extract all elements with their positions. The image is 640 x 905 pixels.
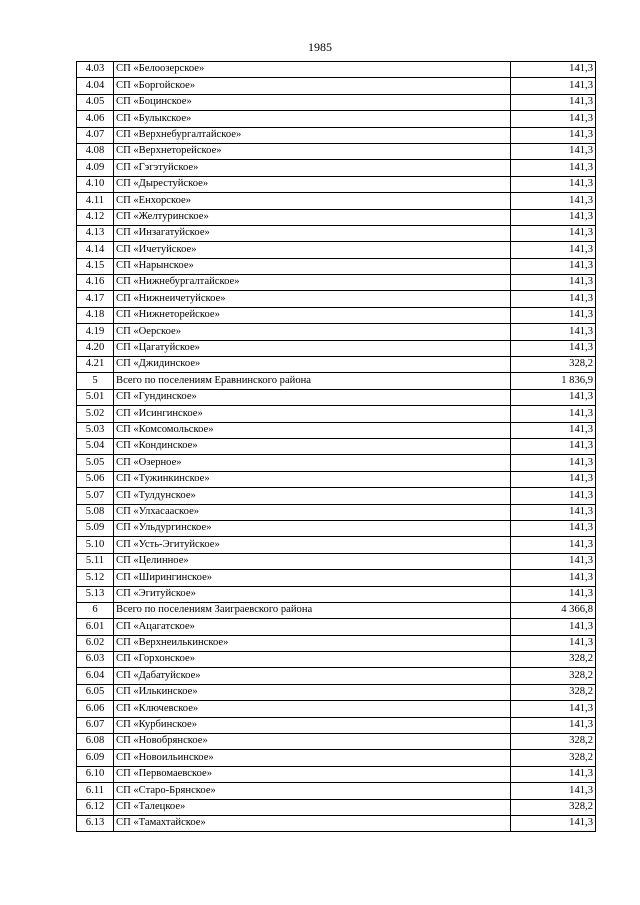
table-row bbox=[77, 422, 596, 438]
settlement-name-cell: СП «Новобрянское» bbox=[114, 734, 511, 750]
table-row bbox=[77, 127, 596, 143]
row-number-cell: 6.12 bbox=[77, 799, 114, 815]
row-number-cell: 5.01 bbox=[77, 389, 114, 405]
row-number-cell: 5.11 bbox=[77, 553, 114, 569]
amount-cell: 141,3 bbox=[511, 783, 596, 799]
row-number-cell: 6 bbox=[77, 602, 114, 618]
row-number-cell: 5 bbox=[77, 373, 114, 389]
amount-cell: 141,3 bbox=[511, 406, 596, 422]
row-number-cell: 6.07 bbox=[77, 717, 114, 733]
settlement-name-cell: СП «Ширингинское» bbox=[114, 570, 511, 586]
settlement-name-cell: СП «Нижнебургалтайское» bbox=[114, 275, 511, 291]
table-row bbox=[77, 668, 596, 684]
amount-cell: 141,3 bbox=[511, 143, 596, 159]
row-number-cell: 4.20 bbox=[77, 340, 114, 356]
table-row bbox=[77, 734, 596, 750]
settlement-name-cell: Всего по поселениям Заиграевского района bbox=[114, 602, 511, 618]
row-number-cell: 5.03 bbox=[77, 422, 114, 438]
amount-cell: 141,3 bbox=[511, 766, 596, 782]
settlement-name-cell: СП «Желтуринское» bbox=[114, 209, 511, 225]
row-number-cell: 5.12 bbox=[77, 570, 114, 586]
settlement-name-cell: СП «Боцинское» bbox=[114, 94, 511, 110]
row-number-cell: 6.05 bbox=[77, 684, 114, 700]
amount-cell: 328,2 bbox=[511, 799, 596, 815]
table-row bbox=[77, 324, 596, 340]
row-number-cell: 4.12 bbox=[77, 209, 114, 225]
table-row bbox=[77, 357, 596, 373]
settlement-name-cell: СП «Дырестуйское» bbox=[114, 176, 511, 192]
amount-cell: 141,3 bbox=[511, 275, 596, 291]
row-number-cell: 4.07 bbox=[77, 127, 114, 143]
settlement-name-cell: СП «Улхасаaское» bbox=[114, 504, 511, 520]
settlement-name-cell: СП «Енхорское» bbox=[114, 193, 511, 209]
amount-cell: 328,2 bbox=[511, 357, 596, 373]
table-row bbox=[77, 537, 596, 553]
settlement-name-cell: СП «Озерное» bbox=[114, 455, 511, 471]
table-row bbox=[77, 602, 596, 618]
amount-cell: 141,3 bbox=[511, 127, 596, 143]
amount-cell: 141,3 bbox=[511, 619, 596, 635]
row-number-cell: 4.11 bbox=[77, 193, 114, 209]
amount-cell: 328,2 bbox=[511, 750, 596, 766]
table-row bbox=[77, 406, 596, 422]
settlement-name-cell: СП «Дабатуйское» bbox=[114, 668, 511, 684]
row-number-cell: 6.04 bbox=[77, 668, 114, 684]
table-row bbox=[77, 815, 596, 831]
amount-cell: 141,3 bbox=[511, 504, 596, 520]
settlement-name-cell: СП «Цагатуйское» bbox=[114, 340, 511, 356]
row-number-cell: 4.14 bbox=[77, 242, 114, 258]
table-row bbox=[77, 520, 596, 536]
amount-cell: 141,3 bbox=[511, 62, 596, 78]
row-number-cell: 4.19 bbox=[77, 324, 114, 340]
amount-cell: 141,3 bbox=[511, 209, 596, 225]
row-number-cell: 4.09 bbox=[77, 160, 114, 176]
settlement-name-cell: СП «Гэгэтуйское» bbox=[114, 160, 511, 176]
amount-cell: 328,2 bbox=[511, 684, 596, 700]
table-row bbox=[77, 652, 596, 668]
row-number-cell: 6.06 bbox=[77, 701, 114, 717]
page-number: 1985 bbox=[308, 40, 332, 54]
settlement-name-cell: СП «Ульдургинское» bbox=[114, 520, 511, 536]
row-number-cell: 5.07 bbox=[77, 488, 114, 504]
amount-cell: 141,3 bbox=[511, 389, 596, 405]
row-number-cell: 5.05 bbox=[77, 455, 114, 471]
settlement-name-cell: СП «Тамахтайское» bbox=[114, 815, 511, 831]
table-row bbox=[77, 766, 596, 782]
table-row bbox=[77, 750, 596, 766]
table-row bbox=[77, 94, 596, 110]
table-row bbox=[77, 258, 596, 274]
settlement-name-cell: СП «Нарынское» bbox=[114, 258, 511, 274]
row-number-cell: 6.08 bbox=[77, 734, 114, 750]
amount-cell: 1 836,9 bbox=[511, 373, 596, 389]
table-row bbox=[77, 78, 596, 94]
amount-cell: 141,3 bbox=[511, 340, 596, 356]
settlement-name-cell: СП «Оерское» bbox=[114, 324, 511, 340]
row-number-cell: 4.17 bbox=[77, 291, 114, 307]
table-row bbox=[77, 570, 596, 586]
table-row bbox=[77, 340, 596, 356]
amount-cell: 141,3 bbox=[511, 488, 596, 504]
settlement-name-cell: СП «Тужинкинское» bbox=[114, 471, 511, 487]
settlement-name-cell: СП «Верхнеторейское» bbox=[114, 143, 511, 159]
table-row bbox=[77, 783, 596, 799]
row-number-cell: 6.02 bbox=[77, 635, 114, 651]
table-row bbox=[77, 488, 596, 504]
amount-cell: 141,3 bbox=[511, 717, 596, 733]
table-row bbox=[77, 635, 596, 651]
settlement-name-cell: СП «Целинное» bbox=[114, 553, 511, 569]
amount-cell: 141,3 bbox=[511, 258, 596, 274]
settlement-name-cell: СП «Нижнеичетуйское» bbox=[114, 291, 511, 307]
row-number-cell: 5.10 bbox=[77, 537, 114, 553]
amount-cell: 141,3 bbox=[511, 324, 596, 340]
row-number-cell: 4.18 bbox=[77, 307, 114, 323]
table-row bbox=[77, 389, 596, 405]
table-body bbox=[77, 62, 596, 832]
table-row bbox=[77, 438, 596, 454]
table-row bbox=[77, 225, 596, 241]
amount-cell: 141,3 bbox=[511, 701, 596, 717]
settlement-name-cell: СП «Инзагатуйское» bbox=[114, 225, 511, 241]
row-number-cell: 6.13 bbox=[77, 815, 114, 831]
row-number-cell: 5.09 bbox=[77, 520, 114, 536]
amount-cell: 141,3 bbox=[511, 422, 596, 438]
amount-cell: 328,2 bbox=[511, 734, 596, 750]
amount-cell: 141,3 bbox=[511, 586, 596, 602]
row-number-cell: 5.02 bbox=[77, 406, 114, 422]
row-number-cell: 6.11 bbox=[77, 783, 114, 799]
settlement-name-cell: СП «Верхнеилькинское» bbox=[114, 635, 511, 651]
row-number-cell: 6.03 bbox=[77, 652, 114, 668]
settlement-name-cell: СП «Нижнеторейское» bbox=[114, 307, 511, 323]
table-row bbox=[77, 471, 596, 487]
row-number-cell: 4.10 bbox=[77, 176, 114, 192]
amount-cell: 141,3 bbox=[511, 570, 596, 586]
amount-cell: 141,3 bbox=[511, 94, 596, 110]
settlement-name-cell: СП «Ичетуйское» bbox=[114, 242, 511, 258]
row-number-cell: 6.01 bbox=[77, 619, 114, 635]
settlement-name-cell: СП «Горхонское» bbox=[114, 652, 511, 668]
row-number-cell: 6.10 bbox=[77, 766, 114, 782]
settlement-name-cell: СП «Усть-Эгитуйское» bbox=[114, 537, 511, 553]
settlement-name-cell: СП «Ключевское» bbox=[114, 701, 511, 717]
amount-cell: 141,3 bbox=[511, 176, 596, 192]
settlement-name-cell: СП «Гундинское» bbox=[114, 389, 511, 405]
row-number-cell: 5.06 bbox=[77, 471, 114, 487]
settlement-name-cell: СП «Новоильинское» bbox=[114, 750, 511, 766]
table-row bbox=[77, 619, 596, 635]
amount-cell: 141,3 bbox=[511, 815, 596, 831]
settlement-name-cell: СП «Джидинское» bbox=[114, 357, 511, 373]
table-row bbox=[77, 684, 596, 700]
table-row bbox=[77, 62, 596, 78]
settlement-name-cell: СП «Тулдунское» bbox=[114, 488, 511, 504]
table-row bbox=[77, 242, 596, 258]
row-number-cell: 4.03 bbox=[77, 62, 114, 78]
row-number-cell: 5.08 bbox=[77, 504, 114, 520]
amount-cell: 141,3 bbox=[511, 520, 596, 536]
settlement-name-cell: СП «Белоозерское» bbox=[114, 62, 511, 78]
settlements-table bbox=[76, 61, 596, 832]
row-number-cell: 5.04 bbox=[77, 438, 114, 454]
table-row bbox=[77, 553, 596, 569]
table-row bbox=[77, 307, 596, 323]
settlement-name-cell: СП «Булыкское» bbox=[114, 111, 511, 127]
amount-cell: 141,3 bbox=[511, 438, 596, 454]
settlement-name-cell: СП «Эгитуйское» bbox=[114, 586, 511, 602]
table-row bbox=[77, 586, 596, 602]
settlement-name-cell: Всего по поселениям Еравнинского района bbox=[114, 373, 511, 389]
settlement-name-cell: СП «Боргойское» bbox=[114, 78, 511, 94]
row-number-cell: 4.16 bbox=[77, 275, 114, 291]
amount-cell: 141,3 bbox=[511, 242, 596, 258]
table-row bbox=[77, 504, 596, 520]
amount-cell: 141,3 bbox=[511, 111, 596, 127]
table-row bbox=[77, 209, 596, 225]
settlement-name-cell: СП «Старо-Брянское» bbox=[114, 783, 511, 799]
table-row bbox=[77, 193, 596, 209]
row-number-cell: 4.05 bbox=[77, 94, 114, 110]
settlement-name-cell: СП «Илькинское» bbox=[114, 684, 511, 700]
row-number-cell: 5.13 bbox=[77, 586, 114, 602]
table-row bbox=[77, 160, 596, 176]
settlement-name-cell: СП «Талецкое» bbox=[114, 799, 511, 815]
table-row bbox=[77, 799, 596, 815]
table-row bbox=[77, 455, 596, 471]
settlement-name-cell: СП «Ацагатское» bbox=[114, 619, 511, 635]
table-row bbox=[77, 717, 596, 733]
amount-cell: 141,3 bbox=[511, 193, 596, 209]
amount-cell: 141,3 bbox=[511, 553, 596, 569]
row-number-cell: 6.09 bbox=[77, 750, 114, 766]
row-number-cell: 4.08 bbox=[77, 143, 114, 159]
row-number-cell: 4.15 bbox=[77, 258, 114, 274]
table-row bbox=[77, 176, 596, 192]
table-row bbox=[77, 373, 596, 389]
amount-cell: 141,3 bbox=[511, 291, 596, 307]
table-row bbox=[77, 111, 596, 127]
table-row bbox=[77, 701, 596, 717]
row-number-cell: 4.06 bbox=[77, 111, 114, 127]
row-number-cell: 4.04 bbox=[77, 78, 114, 94]
amount-cell: 328,2 bbox=[511, 652, 596, 668]
amount-cell: 328,2 bbox=[511, 668, 596, 684]
settlement-name-cell: СП «Исингинское» bbox=[114, 406, 511, 422]
table-row bbox=[77, 291, 596, 307]
amount-cell: 141,3 bbox=[511, 307, 596, 323]
row-number-cell: 4.21 bbox=[77, 357, 114, 373]
amount-cell: 4 366,8 bbox=[511, 602, 596, 618]
table-row bbox=[77, 143, 596, 159]
settlement-name-cell: СП «Комсомольское» bbox=[114, 422, 511, 438]
amount-cell: 141,3 bbox=[511, 78, 596, 94]
amount-cell: 141,3 bbox=[511, 635, 596, 651]
amount-cell: 141,3 bbox=[511, 160, 596, 176]
settlement-name-cell: СП «Верхнебургалтайское» bbox=[114, 127, 511, 143]
settlement-name-cell: СП «Первомаевское» bbox=[114, 766, 511, 782]
amount-cell: 141,3 bbox=[511, 225, 596, 241]
settlement-name-cell: СП «Курбинское» bbox=[114, 717, 511, 733]
amount-cell: 141,3 bbox=[511, 537, 596, 553]
settlement-name-cell: СП «Кондинское» bbox=[114, 438, 511, 454]
amount-cell: 141,3 bbox=[511, 471, 596, 487]
row-number-cell: 4.13 bbox=[77, 225, 114, 241]
table-row bbox=[77, 275, 596, 291]
amount-cell: 141,3 bbox=[511, 455, 596, 471]
